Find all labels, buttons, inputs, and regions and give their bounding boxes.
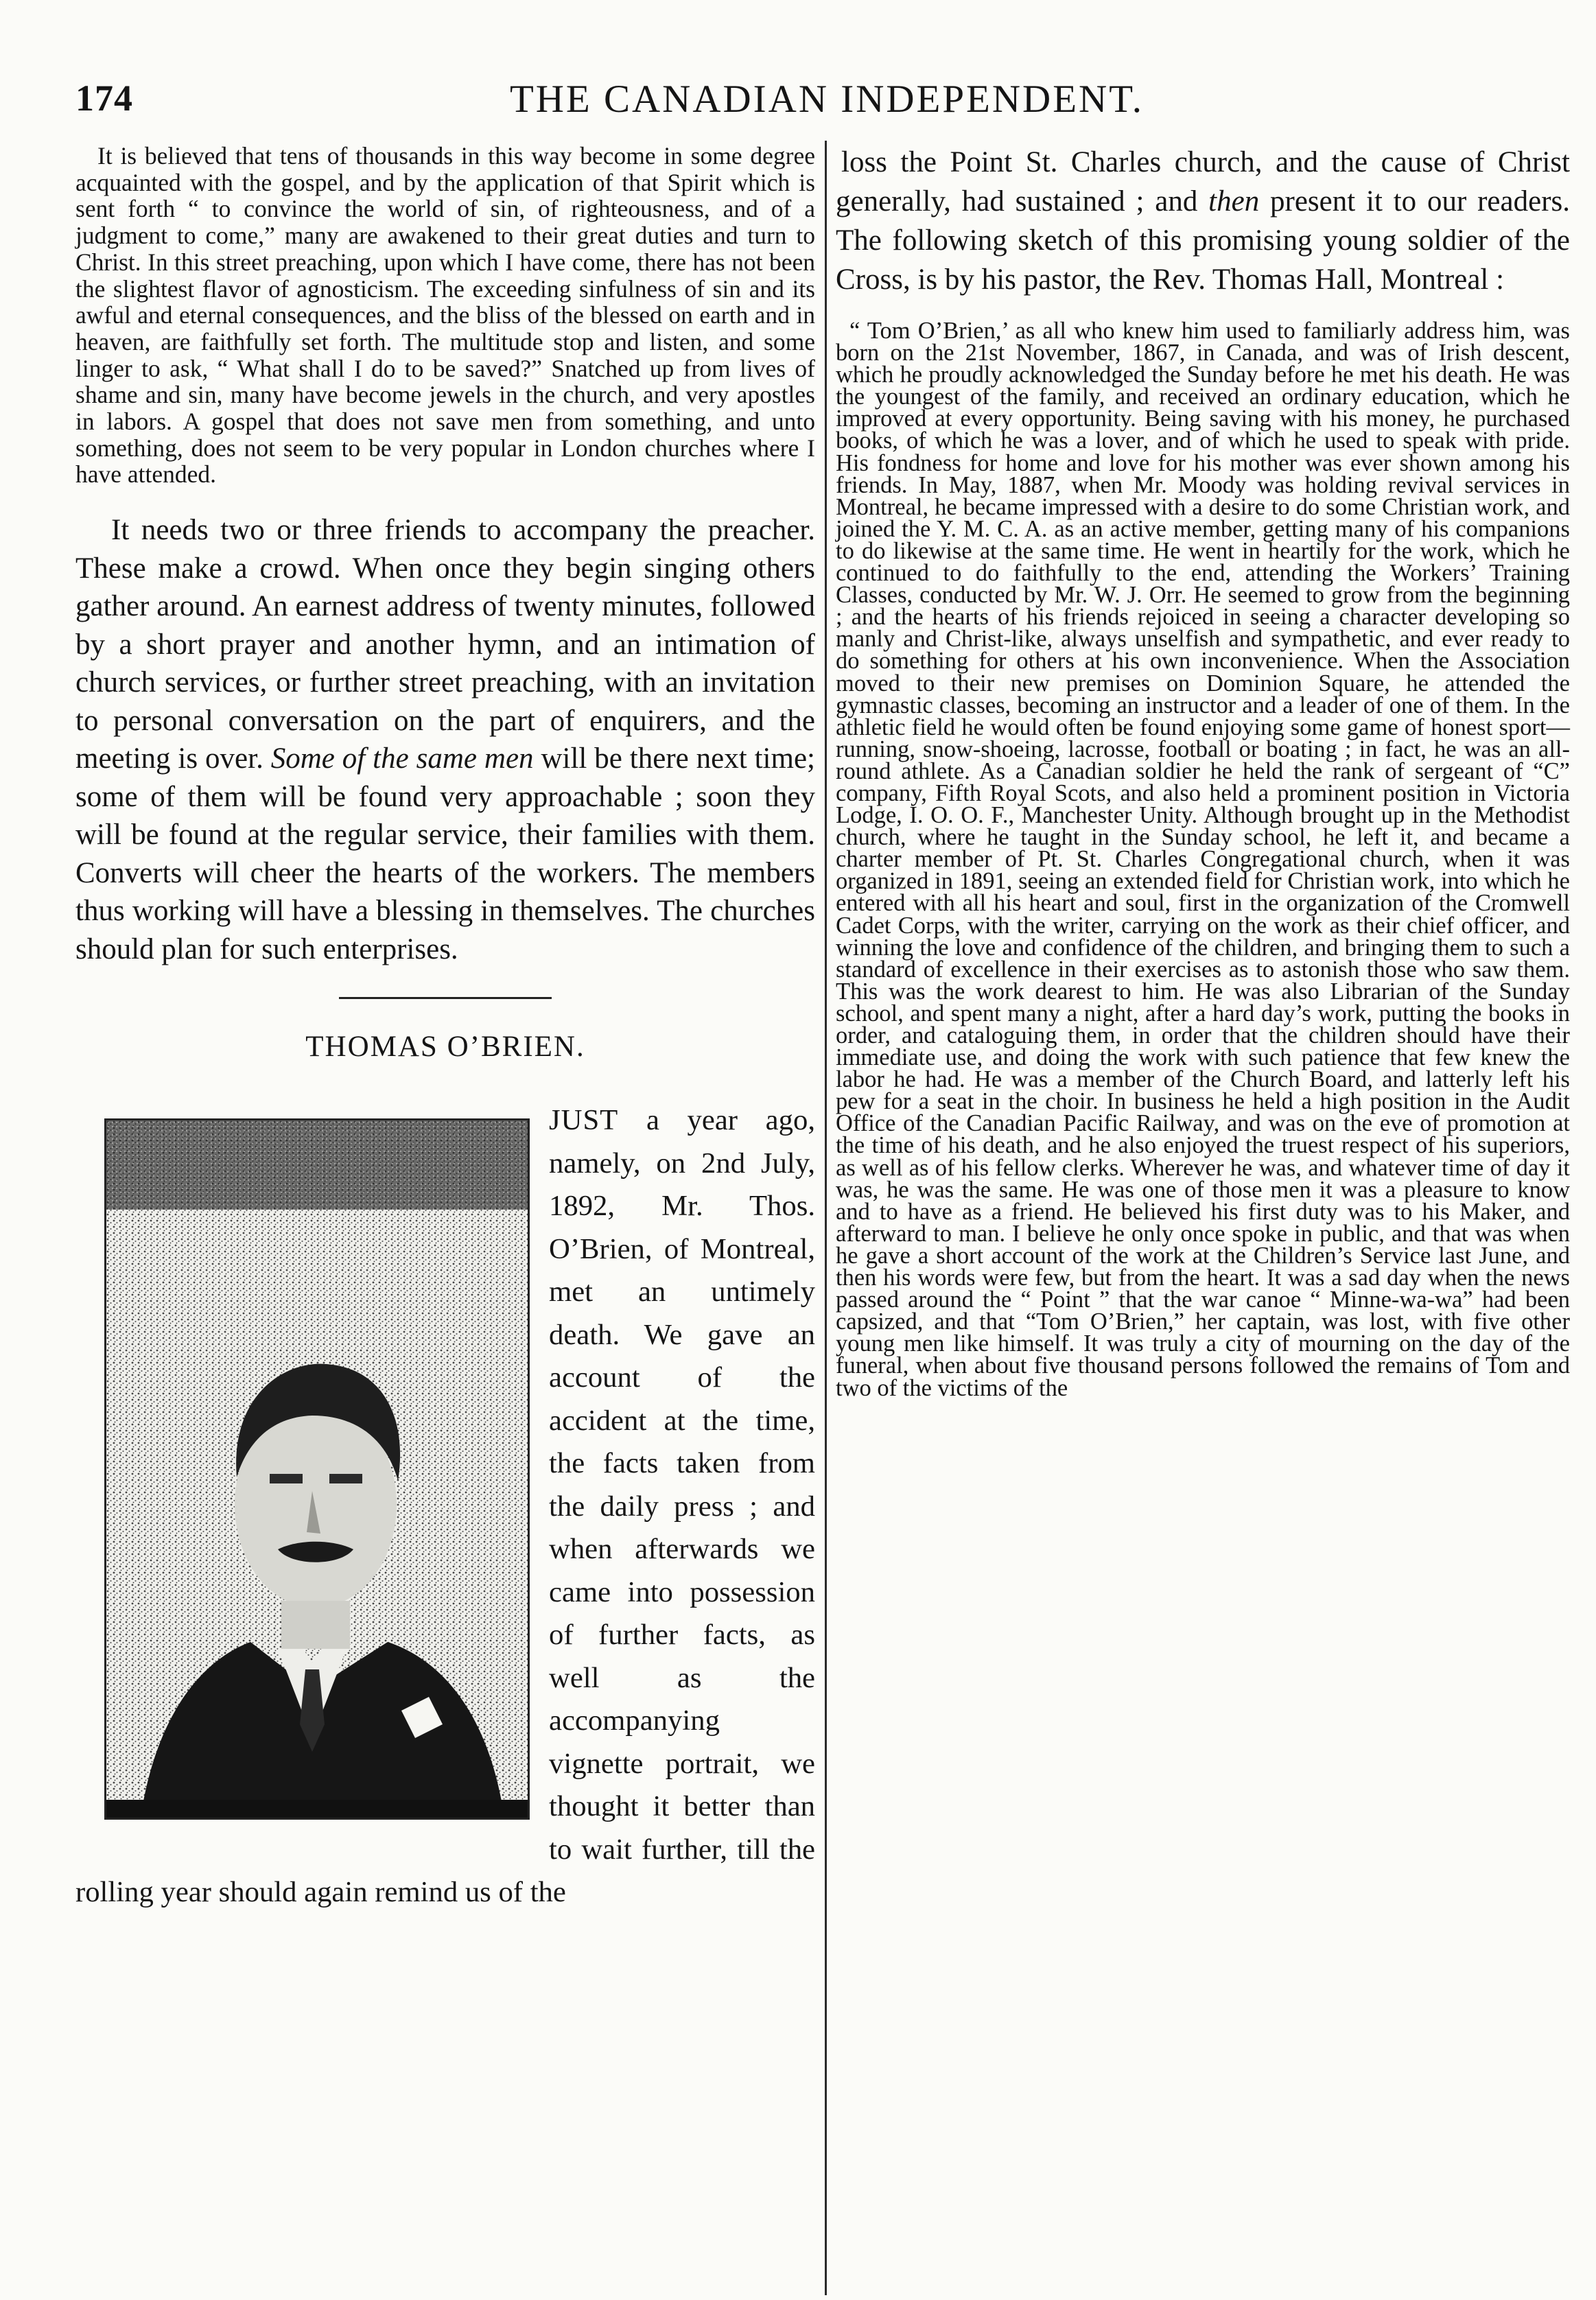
quoted-passage: It is believed that tens of thousands in this way become in some degree acquainted with the gospel, and by the application of that Spirit which is sent forth “ to convince the world of sin, of righteousness, and of a judgment to come,” many are awakened to their great duties and turn to Christ. In this street preaching, upon which I have come, there has not been the slightest flavor of agnosticism. The exceeding sinfulness of sin and its awful and eternal consequences, and the bliss of the blessed on earth and in heaven, are faithfully set forth. The multitude stop and listen, and some linger to ask, “ What shall I do to be saved?” Snatched up from lives of shame and sin, many have become jewels in the church, and very apostles in labors. A gospel that does not save men from something, and unto something, does not seem to be very popular in London churches where I have attended. <box>75 142 815 489</box>
paragraph-main-text: It needs two or three friends to accompany the preacher. These make a crowd. When once they begin singing others gather around. An earnest address of twenty minutes, followed by a short prayer and another hymn, and an intimation of church services, or further street preaching, with an invitation to personal conversation on the part of enquirers, and the meeting is over. <box>75 514 815 775</box>
article-title: THOMAS O’BRIEN. <box>305 1031 585 1064</box>
article-body <box>75 1099 815 1914</box>
right-lead-text-b: present it to our readers. The following sketch of this promising young soldier of the Cross, is by his pastor, the Rev. Thomas Hall, Montreal : <box>836 185 1570 296</box>
paragraph-end-text: will be there next time; some of them will be found very approachable ; soon they will be found at the regular service, their families with them. Converts will cheer the hearts of the workers. The members thus working will have a blessing in themselves. The churches should plan for such enterprises. <box>75 742 815 965</box>
right-lead-italic: then <box>1208 185 1260 218</box>
section-divider <box>339 997 552 999</box>
page-header <box>75 77 1578 125</box>
running-head: THE CANADIAN INDEPENDENT. <box>509 78 1145 121</box>
page-number: 174 <box>75 78 133 119</box>
column-rule <box>825 141 827 2295</box>
right-column <box>836 143 1570 1399</box>
article-text: a year ago, namely, on 2nd July, 1892, Mr. Thos. O’Brien, of Montreal, met an untimely death. We gave an account of the accident at the time, the facts taken from the daily press ; and when afterwards we came into possession of further facts, as well as the accompanying vignette portrait, we thought it better than to wait further, till the rolling year should again remind us of the <box>75 1104 815 1909</box>
obituary-sketch: “ Tom O’Brien,’ as all who knew him used to familiarly address him, was born on the 21st November, 1867, in Canada, and was of Irish descent, which he proudly acknowledged the Sunday before he met his death. He was the youngest of the family, and received an ordinary education, which he improved at every opportunity. Being saving with his money, he purchased books, of which he was a lover, and of which he used to speak with pride. His fondness for home and love for his mother was ever shown among his friends. In May, 1887, when Mr. Moody was holding revival services in Montreal, he became impressed with a desire to do some Christian work, and joined the Y. M. C. A. as an active member, getting many of his companions to do likewise at the same time. He went in heartily for the work, which he continued to do faithfully to the end, attending the Workers’ Training Classes, conducted by Mr. W. J. Orr. He seemed to grow from the beginning ; and the hearts of his friends rejoiced in seeing a character developing so manly and Christ-like, always unselfish and sympathetic, and ever ready to do something for others at his own inconvenience. When the Association moved to their new premises on Dominion Square, he attended the gymnastic classes, becoming an instructor and a leader of one of them. In the athletic field he would often be found enjoying some game of honest sport—running, snow-shoeing, lacrosse, football or boating ; in fact, he was an all-round athlete. As a Canadian soldier he held the rank of sergeant of “C” company, Fifth Royal Scots, and also held a prominent position in Victoria Lodge, I. O. O. F., Manchester Unity. Although brought up in the Methodist church, where he taught in the Sunday school, he left it, and became a charter member of Pt. St. Charles Congregational church, when it was organized in 1891, seeing an extended field for Christian work, into which he entered with all his heart and soul, first in the organization of the Cromwell Cadet Corps, with the writer, carrying on the work as their chief officer, and winning the love and confidence of the children, and bringing them to such a standard of excellence in their exercises as to astonish those who saw them. This was the work dearest to him. He was also Librarian of the Sunday school, and spent many a night, after a hard day’s work, putting the books in order, and cataloguing them, in order that the children should have their immediate use, and doing the work with such patience that few knew the labor he had. He was a member of the Church Board, and latterly left his pew for a seat in the choir. In business he held a high position in the Audit Office of the Canadian Pacific Railway, and was on the eve of promotion at the time of his death, and he also enjoyed the truest respect of his superiors, as well as of his fellow clerks. Wherever he was, and whatever time of day it was, he was the same. He was one of those men it was a pleasure to know and to have as a friend. He believed his first duty was to his Maker, and afterward to man. I believe he only once spoke in public, and that was when he gave a short account of the work at the Children’s Service last June, and then his words were few, but from the heart. It was a sad day when the news passed around the “ Point ” that the war canoe “ Minne-wa-wa” had been capsized, and that “Tom O’Brien,” her captain, was lost, with five other young men like himself. It was truly a city of mourning on the day of the funeral, when about five thousand persons followed the remains of Tom and two of the victims of the <box>836 318 1570 1401</box>
portrait-image <box>104 1118 530 1820</box>
paragraph-italic-text: Some of the same men <box>270 742 534 775</box>
street-preaching-paragraph <box>75 511 815 968</box>
vignette-portrait-icon <box>106 1120 528 1818</box>
right-lead-text-a: loss the Point St. Charles church, and the cause of Christ generally, had sustained ; and <box>836 146 1570 218</box>
right-lead-paragraph <box>836 143 1570 299</box>
left-column <box>75 143 815 1914</box>
article-lead-word: JUST <box>549 1104 619 1137</box>
